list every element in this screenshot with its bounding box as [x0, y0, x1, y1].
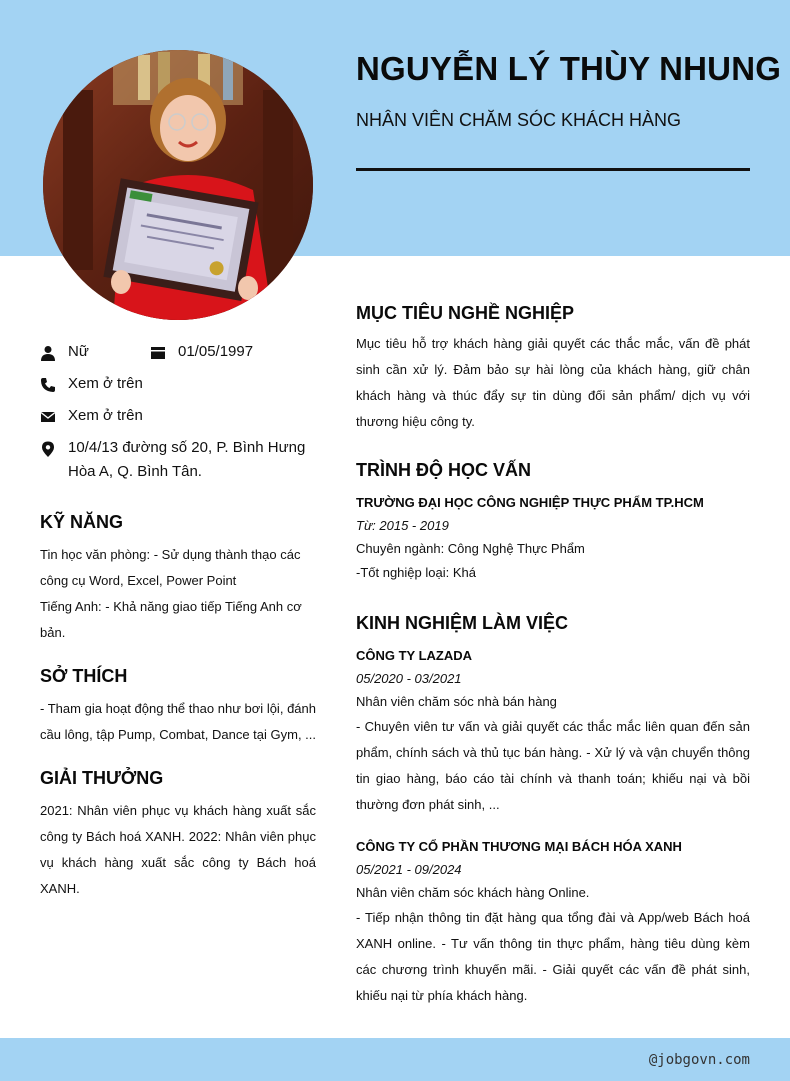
education-grade: -Tốt nghiệp loại: Khá	[356, 565, 476, 580]
address-value: 10/4/13 đường số 20, P. Bình Hưng Hòa A, Q. Bình Tân.	[68, 439, 306, 480]
candidate-name: NGUYỄN LÝ THÙY NHUNG	[356, 50, 782, 87]
location-pin-icon	[40, 441, 56, 457]
phone-value: Xem ở trên	[68, 375, 143, 392]
education-heading: TRÌNH ĐỘ HỌC VẤN	[356, 460, 531, 480]
job-role: Nhân viên chăm sóc khách hàng Online.	[356, 885, 590, 900]
profile-photo	[43, 50, 313, 320]
calendar-icon	[150, 345, 166, 361]
gender-row	[40, 344, 89, 364]
job-entry	[356, 644, 750, 818]
candidate-title: NHÂN VIÊN CHĂM SÓC KHÁCH HÀNG	[356, 110, 682, 130]
job-role: Nhân viên chăm sóc nhà bán hàng	[356, 694, 557, 709]
education-period: Từ: 2015 - 2019	[356, 518, 449, 533]
job-period: 05/2020 - 03/2021	[356, 671, 462, 686]
email-value: Xem ở trên	[68, 407, 143, 424]
phone-icon	[40, 377, 56, 393]
education-entry	[356, 491, 750, 585]
skills-office: Tin học văn phòng: - Sử dụng thành thạo các công cụ Word, Excel, Power Point	[40, 547, 301, 588]
header-divider	[356, 168, 750, 171]
education-major: Chuyên ngành: Công Nghệ Thực Phẩm	[356, 541, 585, 556]
address-row	[40, 440, 316, 484]
job-company: CÔNG TY CỔ PHẦN THƯƠNG MẠI BÁCH HÓA XANH	[356, 839, 682, 854]
mail-icon	[40, 409, 56, 425]
person-icon	[40, 345, 56, 361]
school-name: TRƯỜNG ĐẠI HỌC CÔNG NGHIỆP THỰC PHẨM TP.HCM	[356, 495, 704, 510]
email-row	[40, 408, 143, 428]
job-description: - Chuyên viên tư vấn và giải quyết các thắc mắc liên quan đến sản phẩm, chính sách và thủ tục bán hàng. - Xử lý và vận chuyển thông tin giao hàng, báo cáo tài chính và thanh toán; khiếu nại và bồi thường đơn phát sinh, ...	[356, 719, 750, 812]
objective-heading: MỤC TIÊU NGHỀ NGHIỆP	[356, 303, 575, 323]
phone-row	[40, 376, 143, 396]
birthdate-value: 01/05/1997	[178, 343, 254, 360]
job-company: CÔNG TY LAZADA	[356, 648, 473, 663]
awards-text: 2021: Nhân viên phục vụ khách hàng xuất sắc công ty Bách hoá XANH. 2022: Nhân viên phục vụ khách hàng xuất sắc công ty Bách hoá XANH.	[40, 803, 316, 896]
job-period: 05/2021 - 09/2024	[356, 862, 462, 877]
job-description: - Tiếp nhận thông tin đặt hàng qua tổng đài và App/web Bách hoá XANH online. - Tư vấn thông tin thực phẩm, hàng tiêu dùng kèm các chương trình khuyến mãi. - Giải quyết các vấn đề phát sinh, khiếu nại từ phía khách hàng.	[356, 910, 750, 1003]
skills-english: Tiếng Anh: - Khả năng giao tiếp Tiếng Anh cơ bản.	[40, 599, 302, 640]
skills-heading: KỸ NĂNG	[40, 512, 124, 532]
awards-heading: GIẢI THƯỞNG	[40, 768, 164, 788]
experience-heading: KINH NGHIỆM LÀM VIỆC	[356, 613, 569, 633]
gender-value: Nữ	[68, 343, 89, 360]
hobbies-text: - Tham gia hoạt động thể thao như bơi lội, đánh cầu lông, tập Pump, Combat, Dance tại Gym, ...	[40, 701, 317, 742]
objective-text: Mục tiêu hỗ trợ khách hàng giải quyết các thắc mắc, vấn đề phát sinh cần xử lý. Đảm bảo sự hài lòng của khách hàng, giữ chân khách hàng và thúc đẩy sự tin dùng đối sản phẩm/ dịch vụ với thương hiệu công ty.	[356, 336, 750, 429]
job-entry	[356, 835, 750, 1009]
footer-watermark: @jobgovn.com	[648, 1052, 750, 1068]
hobbies-heading: SỞ THÍCH	[40, 666, 128, 686]
birthdate-row	[150, 344, 253, 364]
